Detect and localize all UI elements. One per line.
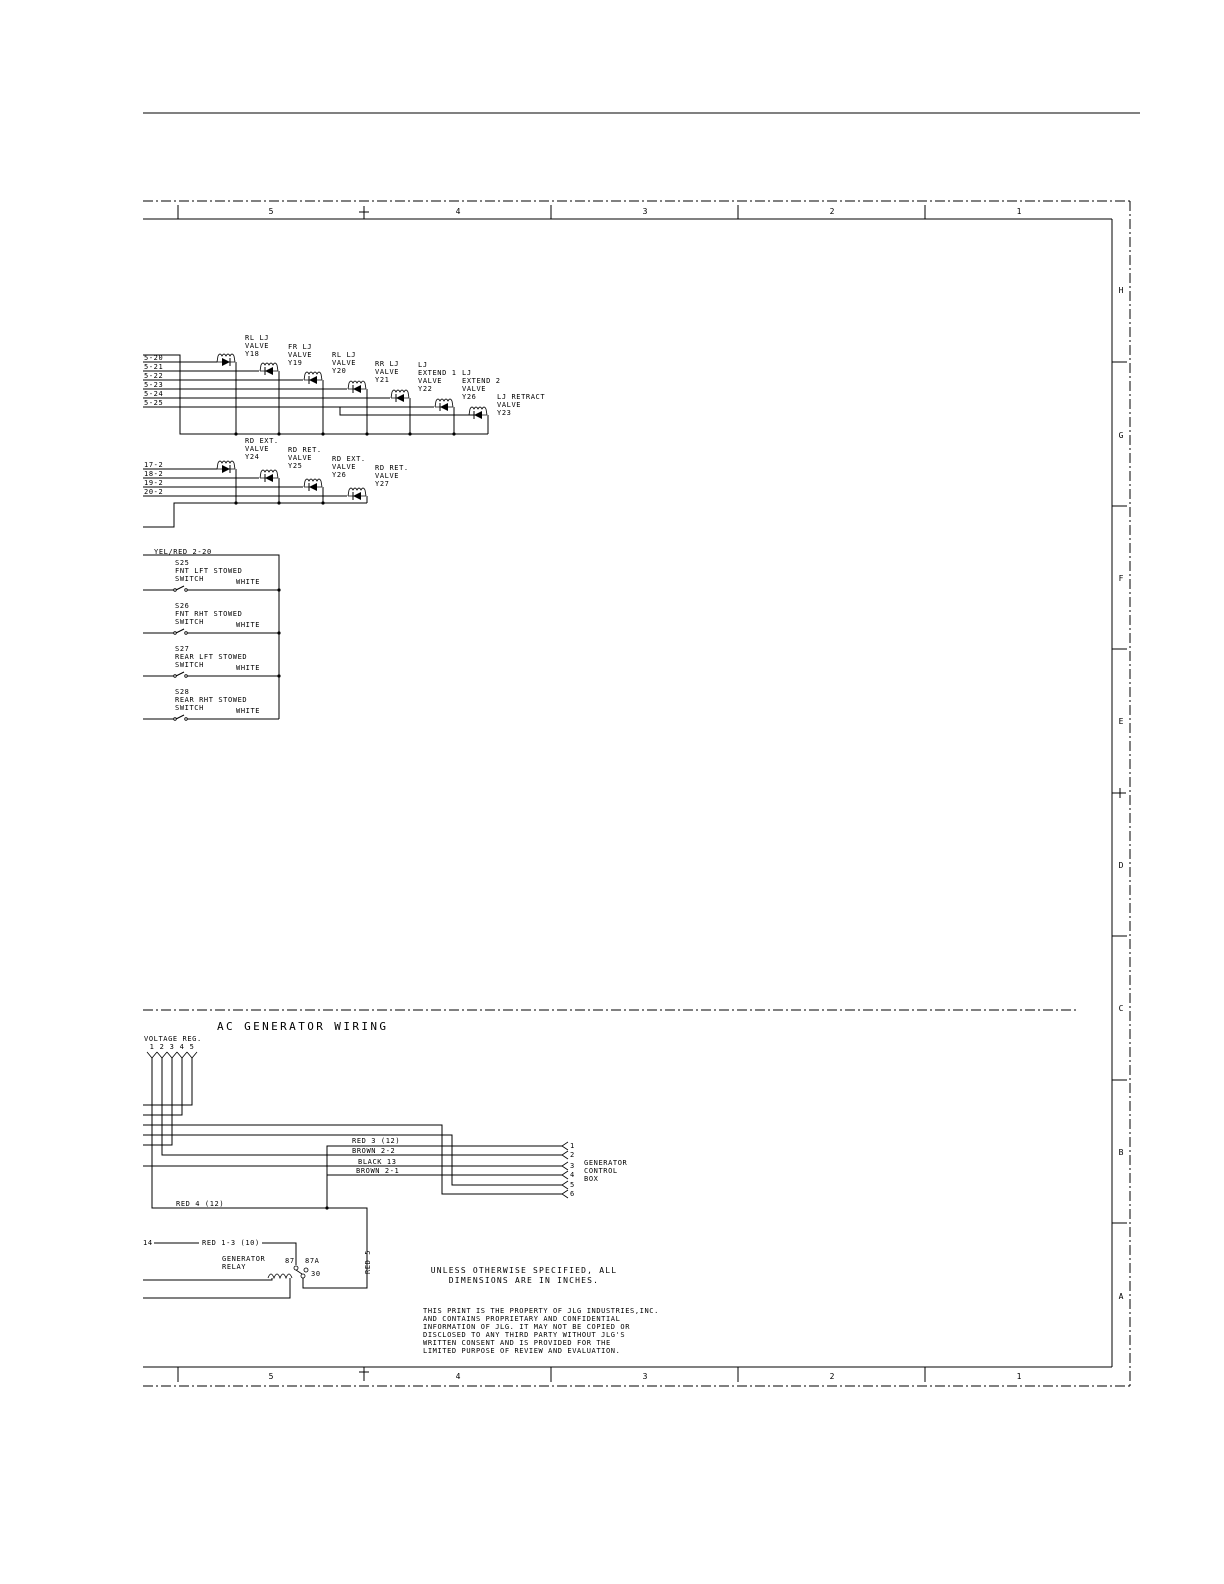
switch-icon <box>143 586 279 591</box>
wire-label: 18-2 <box>144 470 164 478</box>
switch-wire-color: WHITE <box>236 578 261 586</box>
voltage-reg-pin: 2 <box>159 1043 165 1051</box>
property-notice: THIS PRINT IS THE PROPERTY OF JLG INDUSTRIES,INC. AND CONTAINS PROPRIETARY AND CONFIDENTIAL INFORMATION OF JLG. IT MAY NOT BE COPIED OR DISCLOSED TO ANY THIRD PARTY WITHOUT JLG'S WRITTEN CONSENT AND IS PROVIDED FOR THE LIMITED PURPOSE OF REVIEW AND EVALUATION. <box>423 1307 659 1355</box>
switch-label: S25 FNT LFT STOWED SWITCH <box>175 559 243 583</box>
coil-diode-icon <box>348 381 366 393</box>
zone-row-g: G <box>1118 431 1124 440</box>
voltage-reg-pin: 4 <box>179 1043 185 1051</box>
zone-col-5-top: 5 <box>268 207 274 216</box>
wire-label: 5-23 <box>144 381 164 389</box>
switch-label: S26 FNT RHT STOWED SWITCH <box>175 602 243 626</box>
coil-diode-icon <box>304 372 322 384</box>
voltage-reg-label: VOLTAGE REG. <box>144 1035 202 1043</box>
zone-row-d: D <box>1118 861 1124 870</box>
coil-diode-icon <box>304 479 322 491</box>
voltage-reg-pin: 1 <box>149 1043 155 1051</box>
red4-label: RED 4 (12) <box>176 1200 225 1208</box>
switch-icon <box>143 672 279 677</box>
relay-pin: 87A <box>305 1257 320 1265</box>
box-pin: 1 <box>570 1142 575 1150</box>
wire-label: 5-24 <box>144 390 164 398</box>
stowed-switch-group <box>143 548 281 720</box>
zone-row-f: F <box>1118 574 1124 583</box>
voltage-reg-pin: 5 <box>189 1043 195 1051</box>
box-pin: 5 <box>570 1181 575 1189</box>
zone-row-b: B <box>1118 1148 1124 1157</box>
zone-col-2-bottom: 2 <box>829 1372 835 1381</box>
switch-label: S27 REAR LFT STOWED SWITCH <box>175 645 248 669</box>
zone-row-c: C <box>1118 1004 1124 1013</box>
switch-icon <box>143 715 279 720</box>
voltage-reg-pin: 3 <box>169 1043 175 1051</box>
relay-pin: 87 <box>285 1257 295 1265</box>
box-pin: 6 <box>570 1190 575 1198</box>
valve-label: RD EXT. VALVE Y26 <box>332 455 366 479</box>
switch-wire-color: WHITE <box>236 664 261 672</box>
generator-control-box-label: GENERATOR CONTROL BOX <box>584 1159 628 1183</box>
wire-label: BROWN 2-1 <box>356 1167 400 1175</box>
coil-diode-icon <box>435 399 453 411</box>
switch-bus-label: YEL/RED 2-20 <box>154 548 212 556</box>
connector-chevron-icon <box>562 1142 568 1198</box>
box-pin: 4 <box>570 1171 575 1179</box>
coil-diode-icon <box>217 354 235 366</box>
red13-label: RED 1-3 (10) <box>202 1239 260 1247</box>
valve-label: FR LJ VALVE Y19 <box>288 343 313 367</box>
valve-label: LJ EXTEND 2 VALVE Y26 <box>462 369 501 401</box>
valve-label: RL LJ VALVE Y20 <box>332 351 357 375</box>
valve-label: RD EXT. VALVE Y24 <box>245 437 279 461</box>
box-pin: 2 <box>570 1151 575 1159</box>
left-stub-label: 14 <box>143 1239 153 1247</box>
coil-diode-icon <box>348 488 366 500</box>
box-pin: 3 <box>570 1162 575 1170</box>
valve-label: RD RET. VALVE Y27 <box>375 464 409 488</box>
coil-diode-icon <box>260 363 278 375</box>
zone-col-4-bottom: 4 <box>455 1372 461 1381</box>
connector-chevron-icon <box>147 1052 197 1058</box>
zone-col-3-top: 3 <box>642 207 648 216</box>
coil-diode-icon <box>391 390 409 402</box>
valve-label: RL LJ VALVE Y18 <box>245 334 270 358</box>
switch-wire-color: WHITE <box>236 707 261 715</box>
zone-col-4-top: 4 <box>455 207 461 216</box>
wire-label: 19-2 <box>144 479 164 487</box>
zone-col-5-bottom: 5 <box>268 1372 274 1381</box>
wire-label: BLACK 13 <box>358 1158 397 1166</box>
zone-row-h: H <box>1118 286 1124 295</box>
wire-label: BROWN 2-2 <box>352 1147 396 1155</box>
wire-label: 5-20 <box>144 354 164 362</box>
relay-coil-icon <box>268 1266 308 1278</box>
zone-col-2-top: 2 <box>829 207 835 216</box>
notes <box>423 1266 664 1355</box>
dimension-note: UNLESS OTHERWISE SPECIFIED, ALL DIMENSIONS ARE IN INCHES. <box>430 1266 618 1285</box>
switch-wire-color: WHITE <box>236 621 261 629</box>
wire-label: 17-2 <box>144 461 164 469</box>
relay-pin: 30 <box>311 1270 321 1278</box>
wire-label: 5-25 <box>144 399 164 407</box>
red5-label: RED 5 <box>364 1249 372 1274</box>
zone-col-3-bottom: 3 <box>642 1372 648 1381</box>
zone-row-e: E <box>1118 717 1124 726</box>
relay-label: GENERATOR RELAY <box>222 1255 266 1271</box>
coil-diode-icon <box>469 407 487 419</box>
zone-col-1-bottom: 1 <box>1016 1372 1022 1381</box>
ac-generator-wiring <box>143 1020 628 1298</box>
valve-label: RD RET. VALVE Y25 <box>288 446 322 470</box>
mid-valve-group <box>143 437 409 527</box>
switch-label: S28 REAR RHT STOWED SWITCH <box>175 688 248 712</box>
zone-row-a: A <box>1118 1292 1124 1301</box>
wire-label: 5-21 <box>144 363 164 371</box>
coil-diode-icon <box>260 470 278 482</box>
ac-generator-title: AC GENERATOR WIRING <box>217 1020 389 1033</box>
valve-label: LJ RETRACT VALVE Y23 <box>497 393 546 417</box>
valve-label: RR LJ VALVE Y21 <box>375 360 400 384</box>
coil-diode-icon <box>217 461 235 473</box>
top-valve-group <box>143 334 545 436</box>
wire-label: RED 3 (12) <box>352 1137 401 1145</box>
wire-label: 5-22 <box>144 372 164 380</box>
wire-label: 20-2 <box>144 488 164 496</box>
zone-col-1-top: 1 <box>1016 207 1022 216</box>
valve-label: LJ EXTEND 1 VALVE Y22 <box>418 361 457 393</box>
switch-icon <box>143 629 279 634</box>
